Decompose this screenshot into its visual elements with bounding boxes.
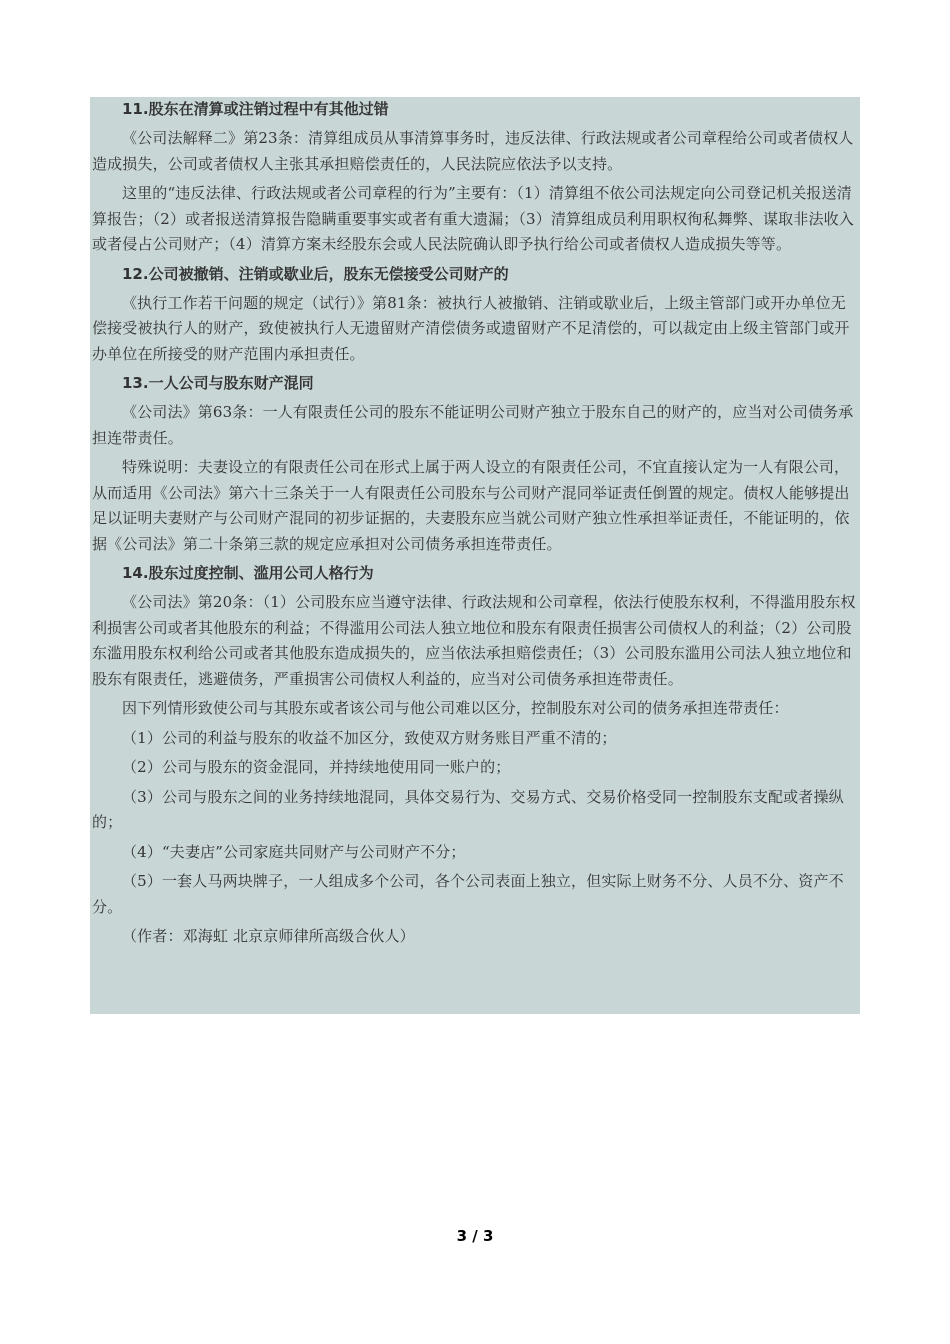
page-number: 3 / 3	[456, 1227, 494, 1245]
section-11-paragraph-1: 《公司法解释二》第23条：清算组成员从事清算事务时，违反法律、行政法规或者公司章程给公司或者债权人造成损失，公司或者债权人主张其承担赔偿责任的，人民法院应依法予以支持。	[92, 129, 854, 173]
section-11-heading: 11.股东在清算或注销过程中有其他过错	[122, 100, 389, 118]
section-13-heading: 13.一人公司与股东财产混同	[122, 374, 314, 392]
section-14-heading: 14.股东过度控制、滥用公司人格行为	[122, 564, 374, 582]
section-14-paragraph-1: 《公司法》第20条：（1）公司股东应当遵守法律、行政法规和公司章程，依法行使股东权利，不得滥用股东权利损害公司或者其他股东的利益；不得滥用公司法人独立地位和股东有限责任损害公司债权人的利益；（2）公司股东滥用股东权利给公司或者其他股东造成损失的，应当依法承担赔偿责任；（3）公司股东滥用公司法人独立地位和股东有限责任，逃避债务，严重损害公司债权人利益的，应当对公司债务承担连带责任。	[92, 593, 856, 688]
section-14-list-item-3: （3）公司与股东之间的业务持续地混同，具体交易行为、交易方式、交易价格受同一控制股东支配或者操纵的；	[92, 787, 844, 831]
section-14-list-item-2: （2）公司与股东的资金混同，并持续地使用同一账户的；	[122, 758, 511, 776]
section-12-paragraph-1: 《执行工作若干问题的规定（试行）》第81条：被执行人被撤销、注销或歇业后，上级主管部门或开办单位无偿接受被执行人的财产，致使被执行人无遗留财产清偿债务或遗留财产不足清偿的，可以裁定由上级主管部门或开办单位在所接受的财产范围内承担责任。	[92, 293, 850, 363]
section-14-list-item-5: （5）一套人马两块牌子，一人组成多个公司，各个公司表面上独立，但实际上财务不分、人员不分、资产不分。	[92, 872, 844, 916]
section-13-paragraph-2: 特殊说明：夫妻设立的有限责任公司在形式上属于两人设立的有限责任公司，不宜直接认定为一人有限公司，从而适用《公司法》第六十三条关于一人有限责任公司股东与公司财产混同举证责任倒置的规定。债权人能够提出足以证明夫妻财产与公司财产混同的初步证据的，夫妻股东应当就公司财产独立性承担举证责任，不能证明的，依据《公司法》第二十条第三款的规定应承担对公司债务承担连带责任。	[92, 458, 850, 553]
author-note: （作者：邓海虹 北京京师律所高级合伙人）	[122, 927, 415, 945]
section-12-heading: 12.公司被撤销、注销或歇业后，股东无偿接受公司财产的	[122, 264, 509, 283]
section-14-list-item-4: （4）“夫妻店”公司家庭共同财产与公司财产不分；	[122, 842, 466, 861]
section-13-paragraph-1: 《公司法》第63条：一人有限责任公司的股东不能证明公司财产独立于股东自己的财产的，应当对公司债务承担连带责任。	[92, 403, 854, 447]
section-11-paragraph-2: 这里的“违反法律、行政法规或者公司章程的行为”主要有：（1）清算组不依公司法规定向公司登记机关报送清算报告；（2）或者报送清算报告隐瞒重要事实或者有重大遗漏；（3）清算组成员利用职权徇私舞弊、谋取非法收入或者侵占公司财产；（4）清算方案未经股东会或人民法院确认即予执行给公司或者债权人造成损失等等。	[92, 184, 854, 253]
content-box	[90, 97, 860, 1014]
section-14-list-item-1: （1）公司的利益与股东的收益不加区分，致使双方财务账目严重不清的；	[122, 728, 617, 747]
section-14-paragraph-2: 因下列情形致使公司与其股东或者该公司与他公司难以区分，控制股东对公司的债务承担连带责任：	[122, 699, 789, 717]
